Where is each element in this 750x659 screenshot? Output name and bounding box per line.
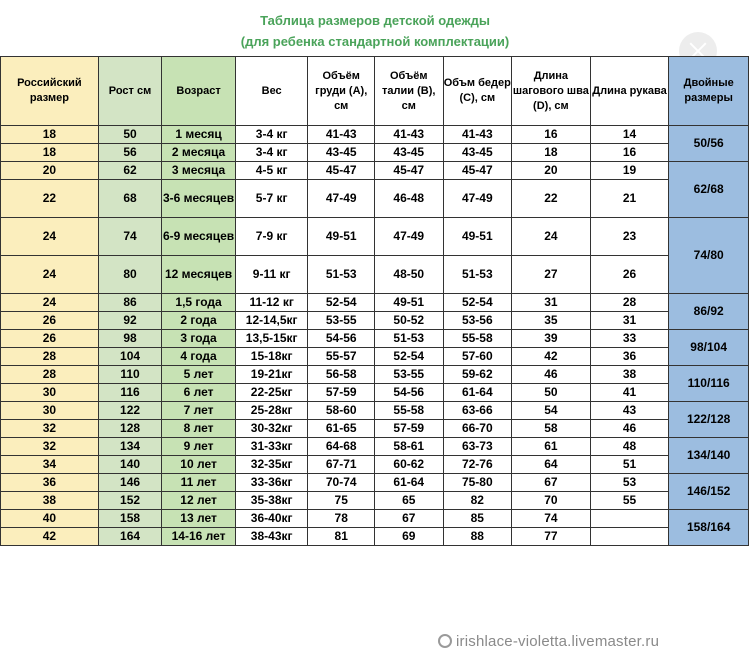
cell-hips: 61-64 <box>443 384 512 402</box>
cell-age: 6-9 месяцев <box>162 218 236 256</box>
cell-age: 8 лет <box>162 420 236 438</box>
cell-weight: 3-4 кг <box>235 144 308 162</box>
table-row <box>1 218 749 256</box>
cell-waist: 60-62 <box>374 456 443 474</box>
cell-age: 3 месяца <box>162 162 236 180</box>
cell-height: 134 <box>98 438 162 456</box>
cell-inseam: 77 <box>512 528 591 546</box>
cell-chest: 47-49 <box>308 180 375 218</box>
cell-sleeve <box>590 528 669 546</box>
cell-sleeve: 26 <box>590 256 669 294</box>
cell-weight: 25-28кг <box>235 402 308 420</box>
cell-inseam: 20 <box>512 162 591 180</box>
cell-weight: 5-7 кг <box>235 180 308 218</box>
cell-size: 40 <box>1 510 99 528</box>
table-row <box>1 528 749 546</box>
cell-waist: 41-43 <box>374 126 443 144</box>
cell-inseam: 70 <box>512 492 591 510</box>
cell-weight: 11-12 кг <box>235 294 308 312</box>
cell-chest: 64-68 <box>308 438 375 456</box>
cell-sleeve: 38 <box>590 366 669 384</box>
cell-double-size: 146/152 <box>669 474 749 510</box>
cell-inseam: 42 <box>512 348 591 366</box>
cell-sleeve: 33 <box>590 330 669 348</box>
cell-double-size: 50/56 <box>669 126 749 162</box>
cell-height: 74 <box>98 218 162 256</box>
cell-size: 18 <box>1 144 99 162</box>
cell-age: 6 лет <box>162 384 236 402</box>
header-hips: Объм бедер (C), см <box>443 57 512 126</box>
cell-weight: 9-11 кг <box>235 256 308 294</box>
table-row <box>1 144 749 162</box>
cell-sleeve: 43 <box>590 402 669 420</box>
cell-hips: 72-76 <box>443 456 512 474</box>
cell-waist: 47-49 <box>374 218 443 256</box>
cell-size: 30 <box>1 384 99 402</box>
cell-hips: 55-58 <box>443 330 512 348</box>
cell-inseam: 64 <box>512 456 591 474</box>
cell-age: 1 месяц <box>162 126 236 144</box>
cell-inseam: 50 <box>512 384 591 402</box>
cell-hips: 45-47 <box>443 162 512 180</box>
cell-age: 13 лет <box>162 510 236 528</box>
table-row <box>1 492 749 510</box>
cell-hips: 51-53 <box>443 256 512 294</box>
header-sleeve: Длина рукава <box>590 57 669 126</box>
cell-weight: 35-38кг <box>235 492 308 510</box>
cell-sleeve: 41 <box>590 384 669 402</box>
cell-age: 11 лет <box>162 474 236 492</box>
cell-chest: 57-59 <box>308 384 375 402</box>
cell-size: 24 <box>1 294 99 312</box>
cell-height: 104 <box>98 348 162 366</box>
cell-weight: 38-43кг <box>235 528 308 546</box>
cell-hips: 75-80 <box>443 474 512 492</box>
table-row <box>1 366 749 384</box>
cell-height: 110 <box>98 366 162 384</box>
cell-size: 26 <box>1 312 99 330</box>
cell-age: 1,5 года <box>162 294 236 312</box>
cell-chest: 49-51 <box>308 218 375 256</box>
cell-sleeve: 36 <box>590 348 669 366</box>
table-row <box>1 474 749 492</box>
cell-inseam: 27 <box>512 256 591 294</box>
cell-chest: 67-71 <box>308 456 375 474</box>
cell-sleeve: 53 <box>590 474 669 492</box>
cell-size: 20 <box>1 162 99 180</box>
cell-chest: 45-47 <box>308 162 375 180</box>
table-title <box>0 10 750 52</box>
cell-weight: 22-25кг <box>235 384 308 402</box>
table-row <box>1 510 749 528</box>
cell-age: 3 года <box>162 330 236 348</box>
cell-height: 56 <box>98 144 162 162</box>
cell-age: 9 лет <box>162 438 236 456</box>
cell-hips: 43-45 <box>443 144 512 162</box>
cell-chest: 58-60 <box>308 402 375 420</box>
table-row <box>1 330 749 348</box>
cell-sleeve <box>590 510 669 528</box>
cell-height: 146 <box>98 474 162 492</box>
cell-height: 122 <box>98 402 162 420</box>
cell-waist: 61-64 <box>374 474 443 492</box>
cell-waist: 50-52 <box>374 312 443 330</box>
cell-chest: 54-56 <box>308 330 375 348</box>
table-row <box>1 294 749 312</box>
cell-sleeve: 16 <box>590 144 669 162</box>
cell-hips: 59-62 <box>443 366 512 384</box>
cell-size: 32 <box>1 438 99 456</box>
cell-weight: 7-9 кг <box>235 218 308 256</box>
cell-waist: 45-47 <box>374 162 443 180</box>
cell-height: 86 <box>98 294 162 312</box>
cell-chest: 81 <box>308 528 375 546</box>
cell-weight: 32-35кг <box>235 456 308 474</box>
cell-double-size: 98/104 <box>669 330 749 366</box>
cell-chest: 75 <box>308 492 375 510</box>
cell-hips: 66-70 <box>443 420 512 438</box>
cell-chest: 41-43 <box>308 126 375 144</box>
cell-weight: 12-14,5кг <box>235 312 308 330</box>
cell-chest: 52-54 <box>308 294 375 312</box>
cell-double-size: 86/92 <box>669 294 749 330</box>
cell-age: 12 месяцев <box>162 256 236 294</box>
cell-height: 80 <box>98 256 162 294</box>
cell-age: 3-6 месяцев <box>162 180 236 218</box>
cell-weight: 31-33кг <box>235 438 308 456</box>
cell-sleeve: 51 <box>590 456 669 474</box>
cell-height: 68 <box>98 180 162 218</box>
cell-sleeve: 46 <box>590 420 669 438</box>
cell-hips: 53-56 <box>443 312 512 330</box>
header-chest: Объём груди (A), см <box>308 57 375 126</box>
cell-waist: 43-45 <box>374 144 443 162</box>
cell-double-size: 62/68 <box>669 162 749 218</box>
cell-sleeve: 31 <box>590 312 669 330</box>
cell-height: 98 <box>98 330 162 348</box>
cell-hips: 88 <box>443 528 512 546</box>
cell-age: 14-16 лет <box>162 528 236 546</box>
cell-waist: 57-59 <box>374 420 443 438</box>
cell-height: 140 <box>98 456 162 474</box>
table-row <box>1 126 749 144</box>
cell-sleeve: 21 <box>590 180 669 218</box>
table-row <box>1 162 749 180</box>
title-line-1: Таблица размеров детской одежды <box>260 13 490 28</box>
cell-hips: 85 <box>443 510 512 528</box>
cell-age: 2 года <box>162 312 236 330</box>
header-inseam: Длина шагового шва (D), см <box>512 57 591 126</box>
cell-waist: 51-53 <box>374 330 443 348</box>
cell-hips: 57-60 <box>443 348 512 366</box>
cell-double-size: 134/140 <box>669 438 749 474</box>
cell-size: 22 <box>1 180 99 218</box>
cell-waist: 58-61 <box>374 438 443 456</box>
cell-waist: 48-50 <box>374 256 443 294</box>
cell-age: 7 лет <box>162 402 236 420</box>
header-russian-size: Российский размер <box>1 57 99 126</box>
cell-age: 5 лет <box>162 366 236 384</box>
cell-waist: 55-58 <box>374 402 443 420</box>
cell-weight: 3-4 кг <box>235 126 308 144</box>
header-age: Возраст <box>162 57 236 126</box>
cell-inseam: 39 <box>512 330 591 348</box>
table-row <box>1 456 749 474</box>
cell-sleeve: 28 <box>590 294 669 312</box>
cell-inseam: 18 <box>512 144 591 162</box>
cell-inseam: 61 <box>512 438 591 456</box>
cell-waist: 65 <box>374 492 443 510</box>
cell-hips: 63-73 <box>443 438 512 456</box>
table-row <box>1 256 749 294</box>
header-row <box>1 57 749 126</box>
cell-inseam: 16 <box>512 126 591 144</box>
cell-sleeve: 19 <box>590 162 669 180</box>
watermark-logo-icon <box>438 634 452 648</box>
cell-size: 30 <box>1 402 99 420</box>
cell-double-size: 74/80 <box>669 218 749 294</box>
cell-inseam: 54 <box>512 402 591 420</box>
cell-inseam: 74 <box>512 510 591 528</box>
header-height: Рост см <box>98 57 162 126</box>
cell-size: 18 <box>1 126 99 144</box>
cell-height: 128 <box>98 420 162 438</box>
cell-chest: 78 <box>308 510 375 528</box>
cell-waist: 67 <box>374 510 443 528</box>
cell-weight: 33-36кг <box>235 474 308 492</box>
cell-height: 158 <box>98 510 162 528</box>
cell-double-size: 110/116 <box>669 366 749 402</box>
header-weight: Вес <box>235 57 308 126</box>
table-row <box>1 384 749 402</box>
cell-waist: 53-55 <box>374 366 443 384</box>
cell-height: 50 <box>98 126 162 144</box>
cell-waist: 54-56 <box>374 384 443 402</box>
cell-age: 4 года <box>162 348 236 366</box>
cell-double-size: 122/128 <box>669 402 749 438</box>
size-table <box>0 56 749 546</box>
cell-inseam: 31 <box>512 294 591 312</box>
cell-sleeve: 14 <box>590 126 669 144</box>
cell-inseam: 35 <box>512 312 591 330</box>
cell-waist: 46-48 <box>374 180 443 218</box>
cell-inseam: 58 <box>512 420 591 438</box>
cell-weight: 13,5-15кг <box>235 330 308 348</box>
cell-size: 24 <box>1 256 99 294</box>
cell-hips: 49-51 <box>443 218 512 256</box>
cell-hips: 41-43 <box>443 126 512 144</box>
header-double-sizes: Двойные размеры <box>669 57 749 126</box>
cell-double-size: 158/164 <box>669 510 749 546</box>
cell-chest: 70-74 <box>308 474 375 492</box>
cell-age: 2 месяца <box>162 144 236 162</box>
cell-weight: 15-18кг <box>235 348 308 366</box>
header-waist: Объём талии (B), см <box>374 57 443 126</box>
cell-age: 10 лет <box>162 456 236 474</box>
cell-chest: 61-65 <box>308 420 375 438</box>
cell-waist: 69 <box>374 528 443 546</box>
cell-size: 28 <box>1 366 99 384</box>
cell-chest: 55-57 <box>308 348 375 366</box>
cell-waist: 49-51 <box>374 294 443 312</box>
cell-weight: 30-32кг <box>235 420 308 438</box>
cell-size: 26 <box>1 330 99 348</box>
cell-height: 62 <box>98 162 162 180</box>
cell-height: 92 <box>98 312 162 330</box>
cell-sleeve: 23 <box>590 218 669 256</box>
cell-size: 28 <box>1 348 99 366</box>
cell-weight: 36-40кг <box>235 510 308 528</box>
cell-inseam: 22 <box>512 180 591 218</box>
cell-size: 34 <box>1 456 99 474</box>
table-row <box>1 402 749 420</box>
cell-size: 42 <box>1 528 99 546</box>
cell-waist: 52-54 <box>374 348 443 366</box>
cell-sleeve: 48 <box>590 438 669 456</box>
table-row <box>1 438 749 456</box>
table-row <box>1 420 749 438</box>
title-line-2: (для ребенка стандартной комплектации) <box>240 34 510 49</box>
cell-chest: 43-45 <box>308 144 375 162</box>
cell-size: 32 <box>1 420 99 438</box>
cell-hips: 63-66 <box>443 402 512 420</box>
cell-size: 36 <box>1 474 99 492</box>
cell-height: 152 <box>98 492 162 510</box>
table-row <box>1 180 749 218</box>
watermark-text: irishlace-violetta.livemaster.ru <box>456 633 660 650</box>
cell-hips: 47-49 <box>443 180 512 218</box>
cell-inseam: 24 <box>512 218 591 256</box>
cell-hips: 82 <box>443 492 512 510</box>
cell-inseam: 67 <box>512 474 591 492</box>
cell-chest: 56-58 <box>308 366 375 384</box>
cell-height: 116 <box>98 384 162 402</box>
cell-weight: 19-21кг <box>235 366 308 384</box>
cell-size: 24 <box>1 218 99 256</box>
cell-chest: 53-55 <box>308 312 375 330</box>
cell-weight: 4-5 кг <box>235 162 308 180</box>
cell-chest: 51-53 <box>308 256 375 294</box>
cell-sleeve: 55 <box>590 492 669 510</box>
cell-size: 38 <box>1 492 99 510</box>
cell-hips: 52-54 <box>443 294 512 312</box>
cell-inseam: 46 <box>512 366 591 384</box>
cell-height: 164 <box>98 528 162 546</box>
table-row <box>1 312 749 330</box>
table-row <box>1 348 749 366</box>
cell-age: 12 лет <box>162 492 236 510</box>
